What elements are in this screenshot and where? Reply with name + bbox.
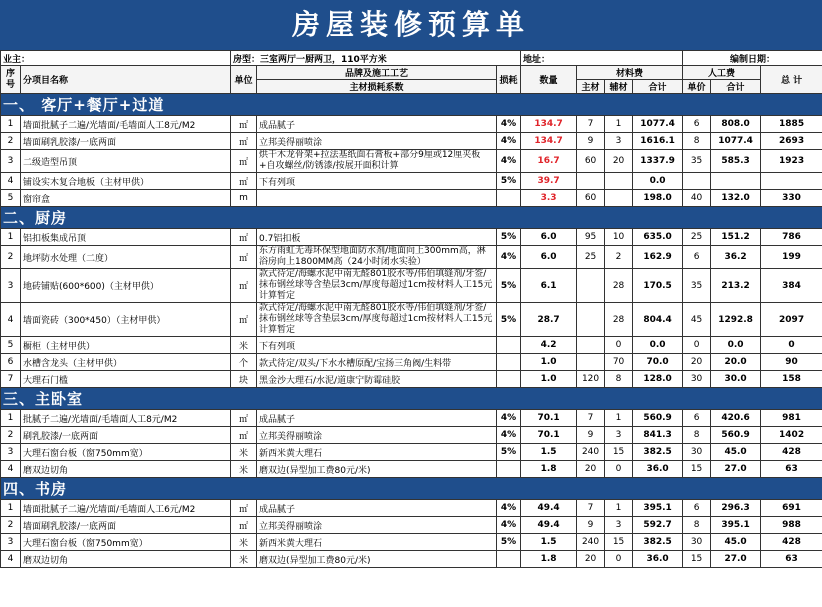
cell-msum: 382.5	[633, 444, 683, 461]
cell-lsum: 560.9	[711, 427, 761, 444]
address-label: 地址：	[521, 51, 683, 66]
cell-total: 981	[761, 410, 822, 427]
cell-total: 199	[761, 246, 822, 269]
cell-price: 40	[683, 190, 711, 207]
cell-main: 95	[577, 229, 605, 246]
cell-no: 3	[1, 150, 21, 173]
table-row	[1, 354, 822, 371]
cell-msum: 36.0	[633, 461, 683, 478]
cell-name: 墙面批腻子二遍/光墙面/毛墙面人工6元/M2	[21, 500, 231, 517]
cell-desc: 成品腻子	[257, 116, 497, 133]
cell-qty: 134.7	[521, 116, 577, 133]
table-row	[1, 246, 822, 269]
cell-loss: 5%	[497, 303, 521, 337]
cell-msum: 841.3	[633, 427, 683, 444]
cell-desc: 烘干木龙骨架+拉法基纸面石膏板+部分9厘或12厘夹板+自攻螺丝/防锈漆/按展开面积计算	[257, 150, 497, 173]
cell-desc: 成品腻子	[257, 500, 497, 517]
cell-unit: 米	[231, 444, 257, 461]
table-row	[1, 427, 822, 444]
header-item: 分项目名称	[21, 66, 231, 94]
table-row	[1, 410, 822, 427]
cell-lsum: 213.2	[711, 269, 761, 303]
table-row	[1, 173, 822, 190]
cell-price: 15	[683, 461, 711, 478]
cell-msum: 1616.1	[633, 133, 683, 150]
cell-no: 4	[1, 173, 21, 190]
cell-unit: 米	[231, 337, 257, 354]
cell-total: 384	[761, 269, 822, 303]
cell-main	[577, 354, 605, 371]
cell-qty: 49.4	[521, 500, 577, 517]
cell-total: 988	[761, 517, 822, 534]
cell-main: 9	[577, 517, 605, 534]
cell-msum: 70.0	[633, 354, 683, 371]
cell-no: 3	[1, 444, 21, 461]
cell-msum: 0.0	[633, 337, 683, 354]
table-row	[1, 116, 822, 133]
cell-total: 158	[761, 371, 822, 388]
cell-qty: 1.5	[521, 534, 577, 551]
cell-desc: 东方雨虹无毒环保型地面防水剂/地面向上300mm高，淋浴房向上1800MM高（24小时闭水实验）	[257, 246, 497, 269]
table-row	[1, 150, 822, 173]
cell-aux	[605, 190, 633, 207]
table-row	[1, 517, 822, 534]
cell-name: 墙面刷乳胶漆/一底两面	[21, 133, 231, 150]
header-labor-total: 合计	[711, 80, 761, 94]
header-subtotal: 合计	[633, 80, 683, 94]
cell-lsum: 1077.4	[711, 133, 761, 150]
table-row	[1, 229, 822, 246]
cell-qty: 70.1	[521, 410, 577, 427]
cell-lsum: 808.0	[711, 116, 761, 133]
cell-qty: 3.3	[521, 190, 577, 207]
cell-price: 45	[683, 303, 711, 337]
cell-lsum: 0.0	[711, 337, 761, 354]
cell-desc: 磨双边(异型加工费80元/米)	[257, 461, 497, 478]
cell-price: 6	[683, 116, 711, 133]
cell-no: 1	[1, 116, 21, 133]
cell-lsum: 45.0	[711, 534, 761, 551]
cell-qty: 6.0	[521, 246, 577, 269]
cell-total: 428	[761, 444, 822, 461]
cell-price: 20	[683, 354, 711, 371]
cell-name: 磨双边切角	[21, 461, 231, 478]
cell-aux: 0	[605, 337, 633, 354]
cell-name: 橱柜（主材甲供）	[21, 337, 231, 354]
cell-total: 691	[761, 500, 822, 517]
header-aux-mat: 辅材	[605, 80, 633, 94]
table-row	[1, 551, 822, 568]
cell-main: 7	[577, 410, 605, 427]
cell-no: 2	[1, 517, 21, 534]
section-title: 一、 客厅+餐厅+过道	[1, 94, 822, 116]
cell-lsum: 1292.8	[711, 303, 761, 337]
cell-lsum: 585.3	[711, 150, 761, 173]
cell-aux: 3	[605, 517, 633, 534]
cell-qty: 134.7	[521, 133, 577, 150]
cell-main	[577, 337, 605, 354]
header-row-1	[1, 66, 822, 80]
cell-loss: 4%	[497, 246, 521, 269]
cell-no: 1	[1, 410, 21, 427]
cell-name: 墙面瓷砖（300*450）（主材甲供）	[21, 303, 231, 337]
cell-lsum: 30.0	[711, 371, 761, 388]
cell-name: 水槽含龙头（主材甲供）	[21, 354, 231, 371]
cell-no: 7	[1, 371, 21, 388]
cell-no: 4	[1, 551, 21, 568]
header-qty: 数量	[521, 66, 577, 94]
cell-desc: 立邦美得丽喷涂	[257, 427, 497, 444]
table-row	[1, 269, 822, 303]
cell-unit: ㎡	[231, 303, 257, 337]
cell-name: 批腻子二遍/光墙面/毛墙面人工8元/M2	[21, 410, 231, 427]
header-total: 总 计	[761, 66, 822, 94]
cell-main: 20	[577, 551, 605, 568]
cell-desc: 磨双边(异型加工费80元/米)	[257, 551, 497, 568]
cell-msum: 592.7	[633, 517, 683, 534]
cell-main: 9	[577, 133, 605, 150]
table-row	[1, 337, 822, 354]
cell-main: 9	[577, 427, 605, 444]
cell-price: 8	[683, 427, 711, 444]
cell-msum: 382.5	[633, 534, 683, 551]
cell-loss	[497, 190, 521, 207]
cell-no: 2	[1, 133, 21, 150]
cell-qty: 1.5	[521, 444, 577, 461]
cell-no: 5	[1, 337, 21, 354]
table-row	[1, 444, 822, 461]
cell-main	[577, 173, 605, 190]
table-row	[1, 133, 822, 150]
cell-loss	[497, 371, 521, 388]
cell-loss: 4%	[497, 116, 521, 133]
page-title: 房屋装修预算单	[0, 0, 822, 50]
cell-desc: 黑金沙大理石/水泥/道康宁防霉硅胶	[257, 371, 497, 388]
cell-msum: 0.0	[633, 173, 683, 190]
table-row	[1, 500, 822, 517]
cell-aux: 70	[605, 354, 633, 371]
cell-aux: 1	[605, 116, 633, 133]
cell-no: 3	[1, 269, 21, 303]
cell-unit: ㎡	[231, 133, 257, 150]
cell-no: 2	[1, 427, 21, 444]
cell-lsum: 296.3	[711, 500, 761, 517]
table-row	[1, 303, 822, 337]
cell-main: 60	[577, 150, 605, 173]
header-unit: 单位	[231, 66, 257, 94]
cell-qty: 1.0	[521, 371, 577, 388]
cell-lsum: 20.0	[711, 354, 761, 371]
cell-total: 428	[761, 534, 822, 551]
cell-desc: 款式待定/海螺水泥中南无醛801胶水等/伟伯填缝剂/牙签/抹布钢丝球等含垫层3cm/厚度每超过1cm按材料人工15元计算暂定	[257, 303, 497, 337]
cell-loss: 4%	[497, 150, 521, 173]
cell-name: 地砖铺贴(600*600)（主材甲供）	[21, 269, 231, 303]
cell-unit: ㎡	[231, 150, 257, 173]
cell-desc: 立邦美得丽喷涂	[257, 133, 497, 150]
cell-qty: 1.8	[521, 551, 577, 568]
cell-msum: 128.0	[633, 371, 683, 388]
cell-desc: 下有列项	[257, 173, 497, 190]
cell-aux: 15	[605, 444, 633, 461]
cell-unit: 米	[231, 551, 257, 568]
cell-main: 20	[577, 461, 605, 478]
cell-qty: 49.4	[521, 517, 577, 534]
section-title: 二、厨房	[1, 207, 822, 229]
cell-price	[683, 173, 711, 190]
cell-qty: 16.7	[521, 150, 577, 173]
cell-loss	[497, 337, 521, 354]
cell-aux: 3	[605, 427, 633, 444]
cell-total: 786	[761, 229, 822, 246]
cell-lsum: 151.2	[711, 229, 761, 246]
cell-unit: ㎡	[231, 246, 257, 269]
cell-msum: 162.9	[633, 246, 683, 269]
cell-total: 1923	[761, 150, 822, 173]
cell-unit: 个	[231, 354, 257, 371]
cell-qty: 1.0	[521, 354, 577, 371]
cell-total: 90	[761, 354, 822, 371]
section-header	[1, 207, 822, 229]
cell-loss	[497, 354, 521, 371]
cell-qty: 6.1	[521, 269, 577, 303]
cell-total: 1402	[761, 427, 822, 444]
cell-unit: m	[231, 190, 257, 207]
cell-loss: 5%	[497, 534, 521, 551]
cell-name: 窗帘盒	[21, 190, 231, 207]
cell-loss: 4%	[497, 500, 521, 517]
header-seq: 序号	[1, 66, 21, 94]
header-main-mat: 主材	[577, 80, 605, 94]
cell-name: 大理石窗台板（窗750mm宽）	[21, 444, 231, 461]
owner-label: 业主：	[1, 51, 231, 66]
cell-qty: 70.1	[521, 427, 577, 444]
cell-price: 35	[683, 269, 711, 303]
cell-loss: 5%	[497, 444, 521, 461]
cell-aux: 3	[605, 133, 633, 150]
cell-qty: 4.2	[521, 337, 577, 354]
cell-aux: 28	[605, 269, 633, 303]
cell-price: 0	[683, 337, 711, 354]
cell-price: 15	[683, 551, 711, 568]
cell-msum: 395.1	[633, 500, 683, 517]
cell-qty: 39.7	[521, 173, 577, 190]
cell-unit: 米	[231, 534, 257, 551]
cell-total: 0	[761, 337, 822, 354]
cell-unit: ㎡	[231, 229, 257, 246]
cell-msum: 170.5	[633, 269, 683, 303]
cell-loss: 4%	[497, 133, 521, 150]
header-brand-sub: 主材损耗系数	[257, 80, 497, 94]
cell-total: 2693	[761, 133, 822, 150]
cell-aux: 15	[605, 534, 633, 551]
cell-no: 2	[1, 246, 21, 269]
cell-lsum: 27.0	[711, 461, 761, 478]
section-title: 四、书房	[1, 478, 822, 500]
cell-lsum: 27.0	[711, 551, 761, 568]
cell-unit: 块	[231, 371, 257, 388]
cell-msum: 1077.4	[633, 116, 683, 133]
cell-unit: ㎡	[231, 500, 257, 517]
cell-total: 1885	[761, 116, 822, 133]
cell-loss: 5%	[497, 269, 521, 303]
cell-loss	[497, 551, 521, 568]
cell-aux	[605, 173, 633, 190]
cell-desc: 款式待定/双头/下水水槽原配/宝扬三角阀/生料带	[257, 354, 497, 371]
section-header	[1, 478, 822, 500]
cell-no: 3	[1, 534, 21, 551]
cell-lsum: 420.6	[711, 410, 761, 427]
cell-total: 63	[761, 551, 822, 568]
cell-name: 大理石窗台板（窗750mm宽）	[21, 534, 231, 551]
cell-price: 8	[683, 517, 711, 534]
cell-total: 63	[761, 461, 822, 478]
cell-lsum: 45.0	[711, 444, 761, 461]
cell-aux: 0	[605, 551, 633, 568]
cell-no: 1	[1, 500, 21, 517]
header-loss: 损耗	[497, 66, 521, 94]
cell-main: 25	[577, 246, 605, 269]
cell-loss: 5%	[497, 229, 521, 246]
header-brand: 品牌及施工工艺	[257, 66, 497, 80]
cell-qty: 28.7	[521, 303, 577, 337]
cell-price: 30	[683, 371, 711, 388]
cell-lsum	[711, 173, 761, 190]
cell-total: 330	[761, 190, 822, 207]
cell-no: 1	[1, 229, 21, 246]
cell-desc: 新西米黄大理石	[257, 534, 497, 551]
cell-price: 8	[683, 133, 711, 150]
cell-desc: 成品腻子	[257, 410, 497, 427]
cell-price: 6	[683, 246, 711, 269]
header-unit-price: 单价	[683, 80, 711, 94]
cell-no: 4	[1, 303, 21, 337]
cell-name: 墙面刷乳胶漆/一底两面	[21, 517, 231, 534]
cell-desc: 下有列项	[257, 337, 497, 354]
cell-unit: ㎡	[231, 173, 257, 190]
cell-msum: 635.0	[633, 229, 683, 246]
cell-aux: 1	[605, 410, 633, 427]
cell-price: 6	[683, 410, 711, 427]
cell-unit: ㎡	[231, 427, 257, 444]
section-title: 三、主卧室	[1, 388, 822, 410]
cell-loss: 4%	[497, 517, 521, 534]
cell-msum: 560.9	[633, 410, 683, 427]
header-material-fee: 材料费	[577, 66, 683, 80]
cell-desc: 立邦美得丽喷涂	[257, 517, 497, 534]
cell-msum: 36.0	[633, 551, 683, 568]
section-header	[1, 94, 822, 116]
cell-desc: 0.7铝扣板	[257, 229, 497, 246]
info-row	[1, 51, 822, 66]
cell-aux: 10	[605, 229, 633, 246]
cell-name: 二级造型吊顶	[21, 150, 231, 173]
cell-aux: 28	[605, 303, 633, 337]
cell-no: 4	[1, 461, 21, 478]
header-labor-fee: 人工费	[683, 66, 761, 80]
cell-unit: 米	[231, 461, 257, 478]
cell-aux: 0	[605, 461, 633, 478]
cell-name: 铺设实木复合地板（主材甲供）	[21, 173, 231, 190]
budget-table	[0, 50, 822, 568]
cell-loss: 5%	[497, 173, 521, 190]
cell-unit: ㎡	[231, 269, 257, 303]
cell-msum: 198.0	[633, 190, 683, 207]
cell-price: 25	[683, 229, 711, 246]
cell-qty: 1.8	[521, 461, 577, 478]
cell-unit: ㎡	[231, 517, 257, 534]
date-label: 编制日期：	[683, 51, 822, 66]
cell-name: 地坪防水处理（二度）	[21, 246, 231, 269]
cell-main: 7	[577, 500, 605, 517]
cell-desc: 新西米黄大理石	[257, 444, 497, 461]
cell-no: 6	[1, 354, 21, 371]
cell-main: 60	[577, 190, 605, 207]
table-row	[1, 371, 822, 388]
cell-main: 7	[577, 116, 605, 133]
cell-unit: ㎡	[231, 410, 257, 427]
cell-main	[577, 269, 605, 303]
cell-lsum: 132.0	[711, 190, 761, 207]
cell-no: 5	[1, 190, 21, 207]
cell-aux: 8	[605, 371, 633, 388]
table-row	[1, 534, 822, 551]
cell-main: 240	[577, 444, 605, 461]
cell-loss: 4%	[497, 427, 521, 444]
house-type: 房型：三室两厅一厨两卫，110平方米	[231, 51, 521, 66]
cell-aux: 1	[605, 500, 633, 517]
cell-lsum: 395.1	[711, 517, 761, 534]
cell-msum: 804.4	[633, 303, 683, 337]
table-row	[1, 190, 822, 207]
cell-main: 240	[577, 534, 605, 551]
cell-msum: 1337.9	[633, 150, 683, 173]
section-header	[1, 388, 822, 410]
cell-name: 磨双边切角	[21, 551, 231, 568]
cell-total: 2097	[761, 303, 822, 337]
cell-price: 30	[683, 444, 711, 461]
cell-name: 大理石门槛	[21, 371, 231, 388]
cell-loss	[497, 461, 521, 478]
cell-lsum: 36.2	[711, 246, 761, 269]
cell-desc	[257, 190, 497, 207]
cell-main: 120	[577, 371, 605, 388]
cell-price: 30	[683, 534, 711, 551]
cell-loss: 4%	[497, 410, 521, 427]
cell-name: 刷乳胶漆/一底两面	[21, 427, 231, 444]
cell-aux: 2	[605, 246, 633, 269]
cell-aux: 20	[605, 150, 633, 173]
cell-main	[577, 303, 605, 337]
cell-price: 35	[683, 150, 711, 173]
cell-total	[761, 173, 822, 190]
table-row	[1, 461, 822, 478]
cell-desc: 款式待定/海螺水泥中南无醛801胶水等/伟伯填缝剂/牙签/抹布钢丝球等含垫层3cm/厚度每超过1cm按材料人工15元计算暂定	[257, 269, 497, 303]
cell-qty: 6.0	[521, 229, 577, 246]
cell-name: 铝扣板集成吊顶	[21, 229, 231, 246]
cell-unit: ㎡	[231, 116, 257, 133]
cell-price: 6	[683, 500, 711, 517]
cell-name: 墙面批腻子二遍/光墙面/毛墙面人工8元/M2	[21, 116, 231, 133]
